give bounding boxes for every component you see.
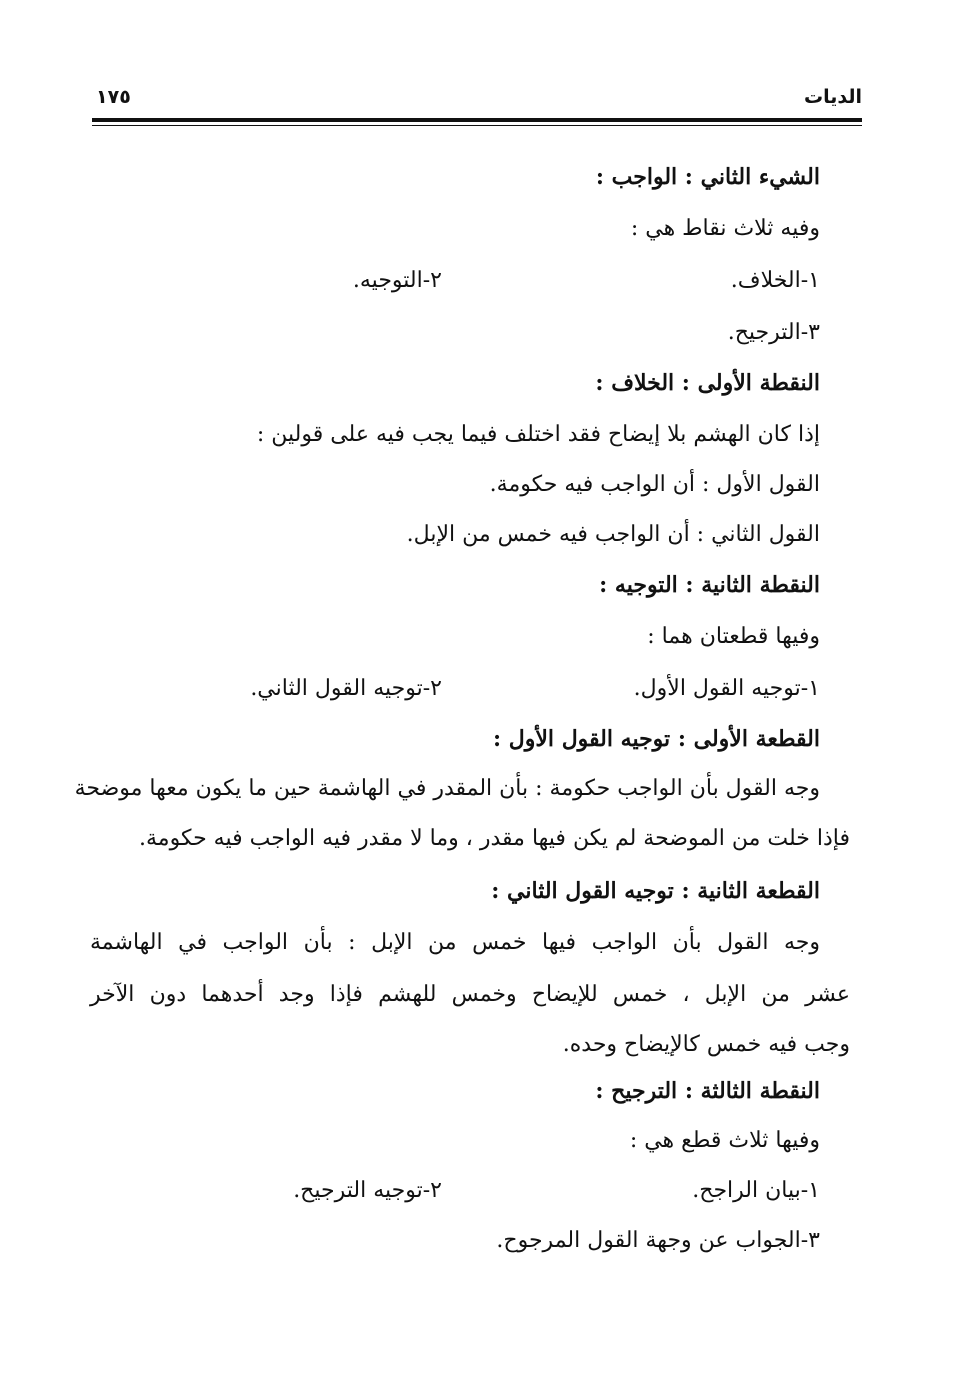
paragraph-line: فإذا خلت من الموضحة لم يكن فيها مقدر ، وما لا مقدر فيه الواجب فيه حكومة. [139,826,850,851]
paragraph-line: وفيها قطعتان هما : [647,624,820,649]
list-item: ٣-الجواب عن وجهة القول المرجوح. [496,1228,820,1253]
paragraph-line: وفيها ثلاث قطع هي : [629,1128,820,1153]
point-heading: النقطة الثالثة : الترجيح : [595,1078,820,1104]
list-item: ١-بيان الراجح. [692,1178,820,1203]
header-rule-thick [92,118,862,122]
section-heading: الشيء الثاني : الواجب : [595,164,820,190]
paragraph-line: وفيه ثلاث نقاط هي : [630,216,820,241]
list-item: ٣-الترجيح. [727,320,820,345]
paragraph-line: إذا كان الهشم بلا إيضاح فقد اختلف فيما يجب فيه على قولين : [256,422,820,447]
point-heading: النقطة الأولى : الخلاف : [595,370,820,396]
subsection-heading: القطعة الأولى : توجيه القول الأول : [492,726,820,752]
list-item: ٢-توجيه الترجيح. [293,1178,442,1203]
point-heading: النقطة الثانية : التوجيه : [599,572,820,598]
list-item: ٢-توجيه القول الثاني. [250,676,442,701]
running-header [92,86,862,116]
paragraph-line: وجب فيه خمس كالإيضاح وحده. [562,1032,850,1057]
paragraph-line: وجه القول بأن الواجب فيها خمس من الإبل : بأن الواجب في الهاشمة [90,930,820,955]
list-item: ١-الخلاف. [730,268,820,293]
page-number: ١٧٥ [96,86,131,108]
paragraph-line: عشر من الإبل ، خمس للإيضاح وخمس للهشم فإذا وجد أحدهما دون الآخر [90,982,850,1007]
paragraph-line: القول الأول : أن الواجب فيه حكومة. [489,472,820,497]
paragraph-line: وجه القول بأن الواجب حكومة : بأن المقدر في الهاشمة حين ما يكون معها موضحة [74,776,820,801]
header-rule-thin [92,125,862,126]
paragraph-line: القول الثاني : أن الواجب فيه خمس من الإبل. [406,522,820,547]
list-item: ٢-التوجيه. [352,268,442,293]
chapter-title: الديات [804,86,862,108]
list-item: ١-توجيه القول الأول. [633,676,820,701]
subsection-heading: القطعة الثانية : توجيه القول الثاني : [491,878,820,904]
